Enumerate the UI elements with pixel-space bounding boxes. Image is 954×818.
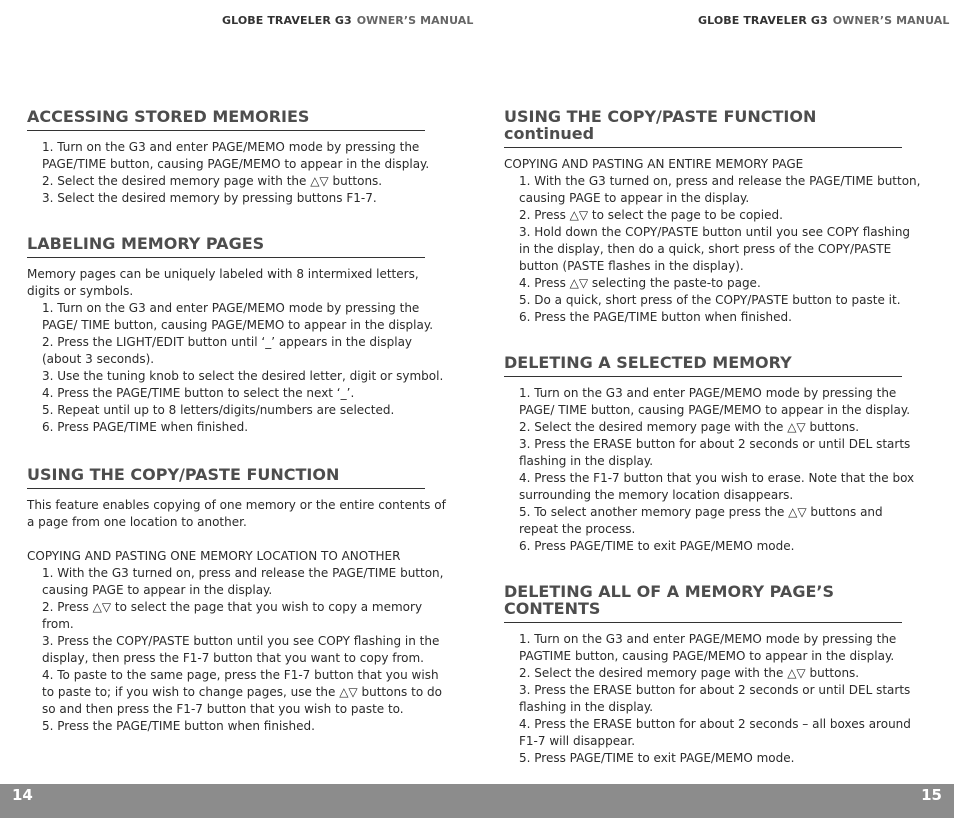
delete-all-section	[504, 583, 924, 767]
list-item: 1. Turn on the G3 and enter PAGE/MEMO mode by pressing the PAGTIME button, causing PAGE/MEMO to appear in the display.	[519, 632, 897, 663]
list-item: 5. Do a quick, short press of the COPY/PASTE button to paste it.	[519, 293, 901, 307]
footer-bar	[0, 784, 954, 818]
left-header-title: GLOBE TRAVELER G3	[222, 14, 352, 27]
accessing-heading: ACCESSING STORED MEMORIES	[27, 108, 425, 131]
copy-continued-steps	[504, 173, 924, 326]
list-item: 6. Press PAGE/TIME to exit PAGE/MEMO mode.	[519, 539, 795, 553]
labeling-steps	[27, 300, 447, 436]
list-item: 3. Hold down the COPY/PASTE button until you see COPY flashing in the display, then do a quick, short press of the COPY/PASTE button (PASTE flashes in the display).	[519, 225, 911, 273]
list-item: 4. To paste to the same page, press the F1-7 button that you wish to paste to; if you wish to change pages, use the △▽ buttons to do so and then press the F1-7 button that you wish to paste to.	[42, 668, 442, 716]
list-item: 5. To select another memory page press the △▽ buttons and repeat the process.	[519, 505, 883, 536]
copypaste-intro: This feature enables copying of one memory or the entire contents of a page from one location to another.	[27, 498, 446, 529]
list-item: 1. Turn on the G3 and enter PAGE/MEMO mode by pressing the PAGE/ TIME button, causing PAGE/MEMO to appear in the display.	[42, 301, 434, 332]
accessing-section	[27, 108, 447, 207]
list-item: 3. Press the ERASE button for about 2 seconds or until DEL starts flashing in the display.	[519, 683, 911, 714]
delete-memory-section	[504, 354, 924, 555]
copypaste-section	[27, 466, 447, 735]
list-item: 4. Press △▽ selecting the paste-to page.	[519, 276, 761, 290]
copy-continued-section	[504, 108, 924, 326]
labeling-intro: Memory pages can be uniquely labeled with 8 intermixed letters, digits or symbols.	[27, 267, 419, 298]
list-item: 1. With the G3 turned on, press and release the PAGE/TIME button, causing PAGE to appear in the display.	[519, 174, 921, 205]
list-item: 5. Repeat until up to 8 letters/digits/numbers are selected.	[42, 403, 395, 417]
list-item: 2. Select the desired memory page with the △▽ buttons.	[42, 174, 383, 188]
list-item: 2. Select the desired memory page with the △▽ buttons.	[519, 420, 860, 434]
labeling-section	[27, 235, 447, 436]
list-item: 2. Press the LIGHT/EDIT button until ‘_’ appears in the display (about 3 seconds).	[42, 335, 413, 366]
list-item: 4. Press the PAGE/TIME button to select the next ‘_’.	[42, 386, 355, 400]
list-item: 6. Press the PAGE/TIME button when finished.	[519, 310, 792, 324]
left-page-column	[27, 108, 447, 735]
left-header-subtitle: OWNER’S MANUAL	[356, 14, 474, 27]
list-item: 2. Press △▽ to select the page that you wish to copy a memory from.	[42, 600, 423, 631]
list-item: 3. Press the ERASE button for about 2 seconds or until DEL starts flashing in the display.	[519, 437, 911, 468]
copypaste-heading: USING THE COPY/PASTE FUNCTION	[27, 466, 425, 489]
right-header-title: GLOBE TRAVELER G3	[698, 14, 828, 27]
list-item: 6. Press PAGE/TIME when finished.	[42, 420, 249, 434]
list-item: 1. Turn on the G3 and enter PAGE/MEMO mode by pressing the PAGE/TIME button, causing PAGE/MEMO to appear in the display.	[42, 140, 430, 171]
left-page-number: 14	[12, 786, 33, 804]
accessing-steps	[27, 139, 447, 207]
copy-continued-subheading: COPYING AND PASTING AN ENTIRE MEMORY PAGE	[504, 157, 804, 171]
right-running-header	[698, 14, 950, 27]
list-item: 4. Press the F1-7 button that you wish to erase. Note that the box surrounding the memory location disappears.	[519, 471, 915, 502]
list-item: 2. Press △▽ to select the page to be copied.	[519, 208, 783, 222]
copypaste-steps	[27, 565, 447, 735]
delete-memory-heading: DELETING A SELECTED MEMORY	[504, 354, 902, 377]
right-header-subtitle: OWNER’S MANUAL	[832, 14, 950, 27]
list-item: 3. Press the COPY/PASTE button until you see COPY flashing in the display, then press the F1-7 button that you want to copy from.	[42, 634, 440, 665]
list-item: 5. Press the PAGE/TIME button when finished.	[42, 719, 315, 733]
list-item: 1. With the G3 turned on, press and release the PAGE/TIME button, causing PAGE to appear in the display.	[42, 566, 444, 597]
left-running-header	[222, 14, 474, 27]
right-page-column	[504, 108, 924, 767]
list-item: 5. Press PAGE/TIME to exit PAGE/MEMO mode.	[519, 751, 795, 765]
delete-all-heading: DELETING ALL OF A MEMORY PAGE’S CONTENTS	[504, 583, 902, 623]
list-item: 2. Select the desired memory page with the △▽ buttons.	[519, 666, 860, 680]
list-item: 1. Turn on the G3 and enter PAGE/MEMO mode by pressing the PAGE/ TIME button, causing PAGE/MEMO to appear in the display.	[519, 386, 911, 417]
labeling-heading: LABELING MEMORY PAGES	[27, 235, 425, 258]
copy-continued-heading: USING THE COPY/PASTE FUNCTION continued	[504, 108, 902, 148]
copypaste-subheading: COPYING AND PASTING ONE MEMORY LOCATION TO ANOTHER	[27, 549, 401, 563]
list-item: 3. Use the tuning knob to select the desired letter, digit or symbol.	[42, 369, 444, 383]
delete-memory-steps	[504, 385, 924, 555]
delete-all-steps	[504, 631, 924, 767]
right-page-number: 15	[921, 786, 942, 804]
list-item: 4. Press the ERASE button for about 2 seconds – all boxes around F1-7 will disappear.	[519, 717, 911, 748]
list-item: 3. Select the desired memory by pressing buttons F1-7.	[42, 191, 377, 205]
